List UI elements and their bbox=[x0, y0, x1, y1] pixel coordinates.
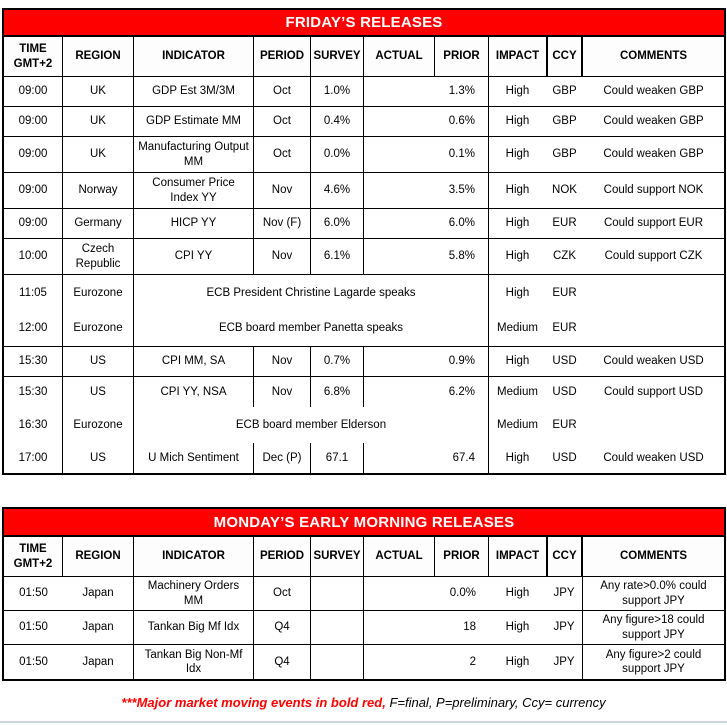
release-row bbox=[4, 209, 724, 239]
cell-survey: 4.6% bbox=[311, 173, 364, 208]
cell-time: 09:00 bbox=[4, 77, 63, 106]
header-actual: ACTUAL bbox=[364, 37, 435, 76]
cell-comments: Any figure>18 could support JPY bbox=[602, 614, 705, 641]
cell-region: Czech Republic bbox=[63, 239, 134, 274]
cell-comments: Could weaken USD bbox=[603, 355, 704, 368]
cell-period: Q4 bbox=[254, 611, 311, 644]
cell-period: Oct bbox=[254, 137, 311, 172]
speaker-row bbox=[4, 311, 724, 347]
cell-impact: High bbox=[505, 217, 530, 230]
release-row bbox=[4, 443, 724, 473]
cell-period: Nov bbox=[254, 239, 311, 274]
cell-survey: 6.8% bbox=[311, 377, 364, 407]
cell-comments: Any figure>2 could support JPY bbox=[605, 648, 702, 675]
cell-region: Japan bbox=[63, 577, 134, 610]
cell-ccy: CZK bbox=[553, 250, 576, 263]
fridays-column-header-row bbox=[4, 37, 724, 77]
cell-time: 11:05 bbox=[4, 275, 63, 311]
cell-prior: 6.0% bbox=[435, 209, 489, 238]
cell-ccy: JPY bbox=[546, 577, 583, 610]
cell-time: 10:00 bbox=[4, 239, 63, 274]
cell-impact: High bbox=[505, 286, 530, 299]
window-bottom-edge bbox=[0, 721, 727, 723]
cell-comments: Could support EUR bbox=[603, 217, 704, 230]
cell-time: 15:30 bbox=[4, 377, 63, 407]
cell-ccy: EUR bbox=[552, 322, 577, 335]
cell-ccy: EUR bbox=[552, 418, 577, 431]
cell-prior: 0.1% bbox=[435, 137, 489, 172]
cell-survey: 6.1% bbox=[311, 239, 364, 274]
cell-ccy: GBP bbox=[552, 115, 577, 128]
cell-indicator: GDP Estimate MM bbox=[134, 107, 254, 136]
cell-comments bbox=[583, 407, 724, 443]
cell-survey: 67.1 bbox=[311, 443, 364, 473]
cell-time: 16:30 bbox=[4, 407, 63, 443]
cell-survey: 0.7% bbox=[311, 347, 364, 376]
cell-indicator: GDP Est 3M/3M bbox=[134, 77, 254, 106]
fridays-title-banner: FRIDAY’S RELEASES bbox=[4, 10, 724, 37]
cell-prior: 0.0% bbox=[449, 587, 476, 600]
cell-time: 09:00 bbox=[4, 107, 63, 136]
header-region: REGION bbox=[63, 37, 134, 76]
cell-time: 17:00 bbox=[4, 443, 63, 473]
cell-survey bbox=[311, 645, 364, 679]
cell-actual bbox=[364, 137, 435, 172]
header-time-line1: TIME bbox=[19, 543, 47, 556]
cell-survey: 0.4% bbox=[311, 107, 364, 136]
cell-region: Germany bbox=[63, 209, 134, 238]
cell-survey: 0.0% bbox=[311, 137, 364, 172]
cell-time: 01:50 bbox=[19, 621, 48, 634]
cell-region: Eurozone bbox=[63, 311, 134, 346]
cell-impact: High bbox=[505, 587, 530, 600]
fridays-releases-table bbox=[2, 8, 726, 475]
cell-time: 15:30 bbox=[4, 347, 63, 376]
cell-actual bbox=[364, 645, 435, 679]
cell-actual bbox=[364, 377, 435, 407]
cell-comments: Could weaken GBP bbox=[603, 148, 704, 161]
cell-period: Nov bbox=[254, 377, 311, 407]
header-time-line1: TIME bbox=[19, 43, 47, 56]
header-ccy: CCY bbox=[546, 37, 583, 76]
release-row bbox=[4, 107, 724, 137]
header-time-gmt bbox=[4, 37, 63, 76]
header-comments: COMMENTS bbox=[619, 550, 688, 563]
header-indicator: INDICATOR bbox=[134, 37, 254, 76]
cell-comments: Could weaken GBP bbox=[603, 115, 704, 128]
cell-region: US bbox=[63, 377, 134, 407]
mondays-releases-rows bbox=[4, 577, 724, 679]
cell-actual bbox=[364, 209, 435, 238]
cell-prior: 3.5% bbox=[435, 173, 489, 208]
cell-indicator: CPI YY, NSA bbox=[134, 377, 254, 407]
cell-actual bbox=[364, 577, 435, 610]
cell-impact: High bbox=[505, 148, 530, 161]
cell-region: Japan bbox=[63, 645, 134, 679]
release-row bbox=[4, 611, 724, 645]
footnote-legend-text: F=final, P=preliminary, Ccy= currency bbox=[385, 695, 606, 710]
cell-survey bbox=[311, 611, 364, 644]
cell-actual bbox=[364, 347, 435, 376]
header-impact: IMPACT bbox=[495, 50, 540, 63]
cell-actual bbox=[364, 77, 435, 106]
cell-indicator: CPI MM, SA bbox=[134, 347, 254, 376]
cell-indicator: Tankan Big Non-Mf Idx bbox=[134, 645, 254, 679]
header-time-line2: GMT+2 bbox=[13, 57, 53, 70]
cell-comments bbox=[583, 311, 724, 346]
cell-period: Oct bbox=[254, 577, 311, 610]
cell-comments: Could support USD bbox=[603, 385, 704, 398]
footnote bbox=[0, 695, 727, 710]
cell-time: 09:00 bbox=[4, 209, 63, 238]
header-period: PERIOD bbox=[254, 37, 311, 76]
header-prior: PRIOR bbox=[435, 537, 489, 576]
cell-period: Nov bbox=[254, 347, 311, 376]
cell-region: Eurozone bbox=[63, 407, 134, 443]
cell-period: Q4 bbox=[254, 645, 311, 679]
footnote-warning-text: ***Major market moving events in bold red, bbox=[121, 695, 386, 710]
cell-period: Oct bbox=[254, 107, 311, 136]
cell-region: UK bbox=[63, 77, 134, 106]
cell-time: 09:00 bbox=[4, 173, 63, 208]
release-row bbox=[4, 645, 724, 679]
cell-impact: High bbox=[505, 355, 530, 368]
cell-region: US bbox=[63, 443, 134, 473]
release-row bbox=[4, 173, 724, 209]
cell-period: Nov bbox=[254, 173, 311, 208]
cell-comments: Could weaken USD bbox=[603, 451, 704, 464]
cell-ccy: JPY bbox=[546, 645, 583, 679]
cell-indicator: U Mich Sentiment bbox=[134, 443, 254, 473]
cell-region: UK bbox=[63, 137, 134, 172]
cell-impact: High bbox=[505, 115, 530, 128]
header-prior: PRIOR bbox=[435, 37, 489, 76]
cell-time: 09:00 bbox=[4, 137, 63, 172]
cell-indicator: Tankan Big Mf Idx bbox=[134, 611, 254, 644]
cell-impact: High bbox=[505, 184, 530, 197]
cell-ccy: EUR bbox=[552, 217, 577, 230]
cell-ccy: USD bbox=[552, 385, 577, 398]
cell-actual bbox=[364, 173, 435, 208]
header-survey: SURVEY bbox=[311, 537, 364, 576]
mondays-releases-table bbox=[2, 507, 726, 681]
cell-impact: Medium bbox=[497, 418, 538, 431]
cell-actual bbox=[364, 443, 435, 473]
header-indicator: INDICATOR bbox=[134, 537, 254, 576]
cell-comments: Could support CZK bbox=[604, 250, 703, 263]
header-survey: SURVEY bbox=[311, 37, 364, 76]
header-time-gmt bbox=[4, 537, 63, 576]
cell-indicator: CPI YY bbox=[134, 239, 254, 274]
cell-prior: 67.4 bbox=[435, 443, 489, 473]
header-time-line2: GMT+2 bbox=[13, 557, 53, 570]
release-row bbox=[4, 577, 724, 611]
cell-region: US bbox=[63, 347, 134, 376]
cell-event: ECB President Christine Lagarde speaks bbox=[134, 275, 489, 311]
cell-ccy: USD bbox=[552, 451, 577, 464]
release-row bbox=[4, 77, 724, 107]
cell-comments bbox=[583, 275, 724, 311]
cell-indicator: Machinery Orders MM bbox=[134, 577, 254, 610]
header-region: REGION bbox=[63, 537, 134, 576]
cell-ccy: JPY bbox=[546, 611, 583, 644]
cell-indicator: Manufacturing Output MM bbox=[134, 137, 254, 172]
cell-actual bbox=[364, 107, 435, 136]
cell-prior: 0.6% bbox=[435, 107, 489, 136]
cell-ccy: EUR bbox=[552, 286, 577, 299]
header-comments: COMMENTS bbox=[619, 50, 688, 63]
cell-prior: 2 bbox=[469, 655, 476, 668]
cell-survey: 6.0% bbox=[311, 209, 364, 238]
cell-impact: High bbox=[505, 621, 530, 634]
header-impact: IMPACT bbox=[495, 550, 540, 563]
cell-indicator: Consumer Price Index YY bbox=[134, 173, 254, 208]
cell-prior: 1.3% bbox=[435, 77, 489, 106]
cell-prior: 0.9% bbox=[435, 347, 489, 376]
cell-region: UK bbox=[63, 107, 134, 136]
cell-period: Dec (P) bbox=[254, 443, 311, 473]
cell-region: Eurozone bbox=[63, 275, 134, 311]
cell-impact: High bbox=[505, 451, 530, 464]
cell-ccy: USD bbox=[552, 355, 577, 368]
cell-time: 01:50 bbox=[19, 655, 48, 668]
cell-time: 01:50 bbox=[19, 587, 48, 600]
cell-region: Norway bbox=[63, 173, 134, 208]
cell-prior: 5.8% bbox=[435, 239, 489, 274]
cell-prior: 6.2% bbox=[435, 377, 489, 407]
cell-event: ECB board member Elderson bbox=[134, 407, 489, 443]
cell-prior: 18 bbox=[463, 621, 476, 634]
mondays-column-header-row bbox=[4, 537, 724, 577]
cell-comments: Could weaken GBP bbox=[603, 85, 704, 98]
header-ccy: CCY bbox=[546, 537, 583, 576]
cell-ccy: GBP bbox=[552, 148, 577, 161]
cell-impact: Medium bbox=[497, 385, 538, 398]
cell-comments: Could support NOK bbox=[603, 184, 704, 197]
cell-survey: 1.0% bbox=[311, 77, 364, 106]
header-period: PERIOD bbox=[254, 537, 311, 576]
release-row bbox=[4, 377, 724, 407]
release-row bbox=[4, 137, 724, 173]
cell-impact: Medium bbox=[497, 322, 538, 335]
cell-time: 12:00 bbox=[4, 311, 63, 346]
cell-impact: High bbox=[505, 655, 530, 668]
cell-comments: Any rate>0.0% could support JPY bbox=[600, 580, 707, 607]
cell-impact: High bbox=[505, 250, 530, 263]
cell-impact: High bbox=[505, 85, 530, 98]
mondays-title-banner: MONDAY’S EARLY MORNING RELEASES bbox=[4, 509, 724, 537]
cell-indicator: HICP YY bbox=[134, 209, 254, 238]
cell-period: Oct bbox=[254, 77, 311, 106]
cell-region: Japan bbox=[63, 611, 134, 644]
speaker-row bbox=[4, 407, 724, 443]
fridays-releases-rows bbox=[4, 77, 724, 473]
header-actual: ACTUAL bbox=[364, 537, 435, 576]
cell-ccy: GBP bbox=[552, 85, 577, 98]
cell-ccy: NOK bbox=[552, 184, 577, 197]
cell-actual bbox=[364, 239, 435, 274]
cell-event: ECB board member Panetta speaks bbox=[134, 311, 489, 346]
cell-period: Nov (F) bbox=[254, 209, 311, 238]
cell-survey bbox=[311, 577, 364, 610]
release-row bbox=[4, 239, 724, 275]
speaker-row bbox=[4, 275, 724, 311]
cell-actual bbox=[364, 611, 435, 644]
release-row bbox=[4, 347, 724, 377]
